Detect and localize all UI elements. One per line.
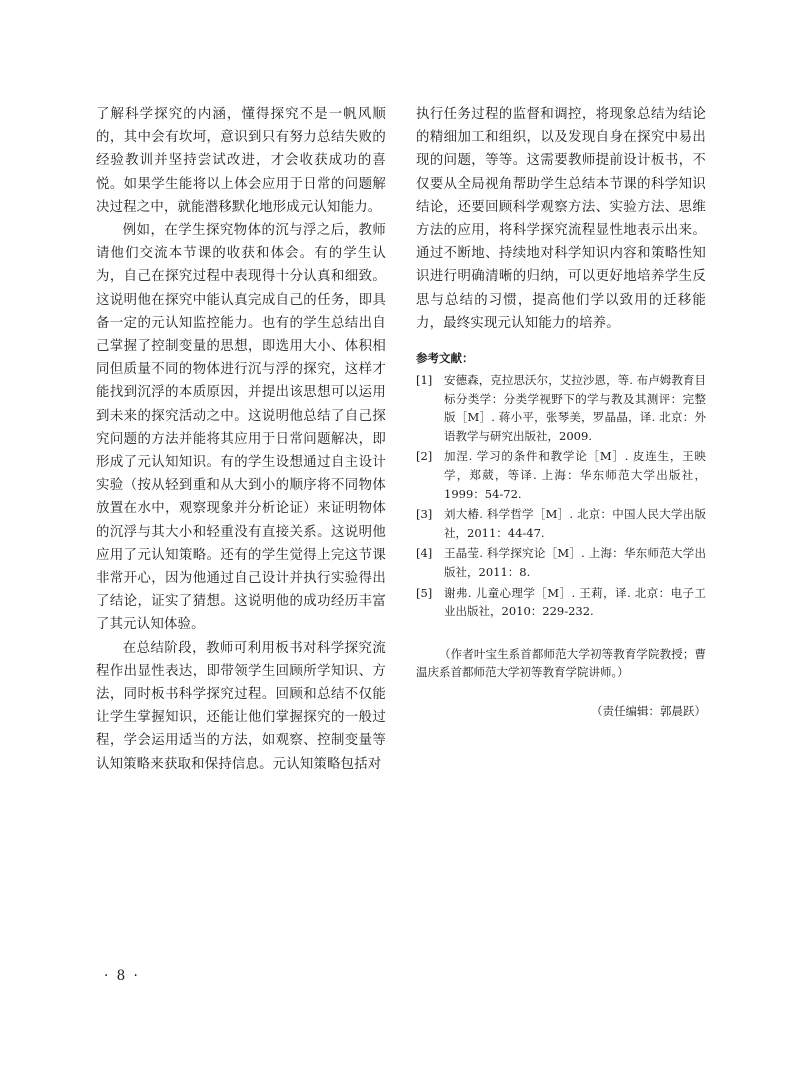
- reference-text: 王晶莹. 科学探究论［M］. 上海：华东师范大学出版社，2011：8.: [444, 546, 706, 579]
- reference-text: 刘大椿. 科学哲学［M］. 北京：中国人民大学出版社，2011：44-47.: [444, 507, 706, 540]
- reference-number: [3]: [416, 507, 433, 522]
- reference-text: 谢弗. 儿童心理学［M］. 王莉，译. 北京：电子工业出版社，2010：229-232.: [444, 585, 706, 619]
- reference-number: [5]: [416, 585, 433, 600]
- responsible-editor: （责任编辑：郭晨跃）: [591, 703, 706, 718]
- reference-number: [1]: [416, 373, 433, 388]
- body-paragraph: 执行任务过程的监督和调控，将现象总结为结论的精细加工和组织，以及发现自身在探究中易出现的问题，等等。这需要教师提前设计板书，不仅要从全局视角帮助学生总结本节课的科学知识结论，还要回顾科学观察方法、实验方法、思维方法的应用，将科学探究流程显性地表示出来。通过不断地、持续地对科学知识内容和策略性知识进行明确清晰的归纳，可以更好地培养学生反思与总结的习惯，提高他们学以致用的迁移能力，最终实现元认知能力的培养。: [416, 107, 706, 331]
- body-paragraph: 了解科学探究的内涵，懂得探究不是一帆风顺的，其中会有坎坷，意识到只有努力总结失败的经验教训并坚持尝试改进，才会收获成功的喜悦。如果学生能将以上体会应用于日常的问题解决过程之中，就能潜移默化地形成元认知能力。: [96, 107, 386, 215]
- reference-item: [416, 584, 706, 621]
- page-number: · 8 ·: [104, 968, 140, 984]
- right-column: [416, 103, 706, 720]
- reference-text: 安德森，克拉思沃尔，艾拉沙恩，等. 布卢姆教育目标分类学：分类学视野下的学与教及其测评：完整版［M］. 蒋小平，张琴美，罗晶晶，译. 北京：外语教学与研究出版社，2009.: [444, 373, 706, 443]
- body-paragraph: 例如，在学生探究物体的沉与浮之后，教师请他们交流本节课的收获和体会。有的学生认为，自己在探究过程中表现得十分认真和细致。这说明他在探究中能认真完成自己的任务，即具备一定的元认知监控能力。也有的学生总结出自己掌握了控制变量的思想，即选用大小、体积相同但质量不同的物体进行沉与浮的探究，这样才能找到沉浮的本质原因，并提出该思想可以运用到未来的探究活动之中。这说明他总结了自己探究问题的方法并能将其应用于日常问题解决，即形成了元认知知识。有的学生设想通过自主设计实验（按从轻到重和从大到小的顺序将不同物体放置在水中，观察现象并分析论证）来证明物体的沉浮与其大小和轻重没有直接关系。这说明他应用了元认知策略。还有的学生觉得上完这节课非常开心，因为他通过自己设计并执行实验得出了结论，证实了猜想。这说明他的成功经历丰富了其元认知体验。: [96, 223, 386, 633]
- reference-text: 加涅. 学习的条件和教学论［M］. 皮连生，王映学，郑葳，等译. 上海：华东师范大学出版社，1999：54-72.: [444, 449, 706, 501]
- reference-item: [416, 544, 706, 581]
- left-column: [96, 103, 386, 776]
- reference-number: [2]: [416, 449, 433, 464]
- reference-item: [416, 447, 706, 503]
- author-note: （作者叶宝生系首都师范大学初等教育学院教授；曹温庆系首都师范大学初等教育学院讲师。）: [416, 646, 706, 680]
- reference-item: [416, 505, 706, 542]
- reference-item: [416, 371, 706, 445]
- body-paragraph: 在总结阶段，教师可利用板书对科学探究流程作出显性表达，即带领学生回顾所学知识、方法，同时板书科学探究过程。回顾和总结不仅能让学生掌握知识，还能让他们掌握探究的一般过程，学会运用适当的方法，如观察、控制变量等认知策略来获取和保持信息。元认知策略包括对: [96, 640, 386, 772]
- reference-number: [4]: [416, 546, 433, 561]
- references-title: 参考文献：: [416, 351, 474, 366]
